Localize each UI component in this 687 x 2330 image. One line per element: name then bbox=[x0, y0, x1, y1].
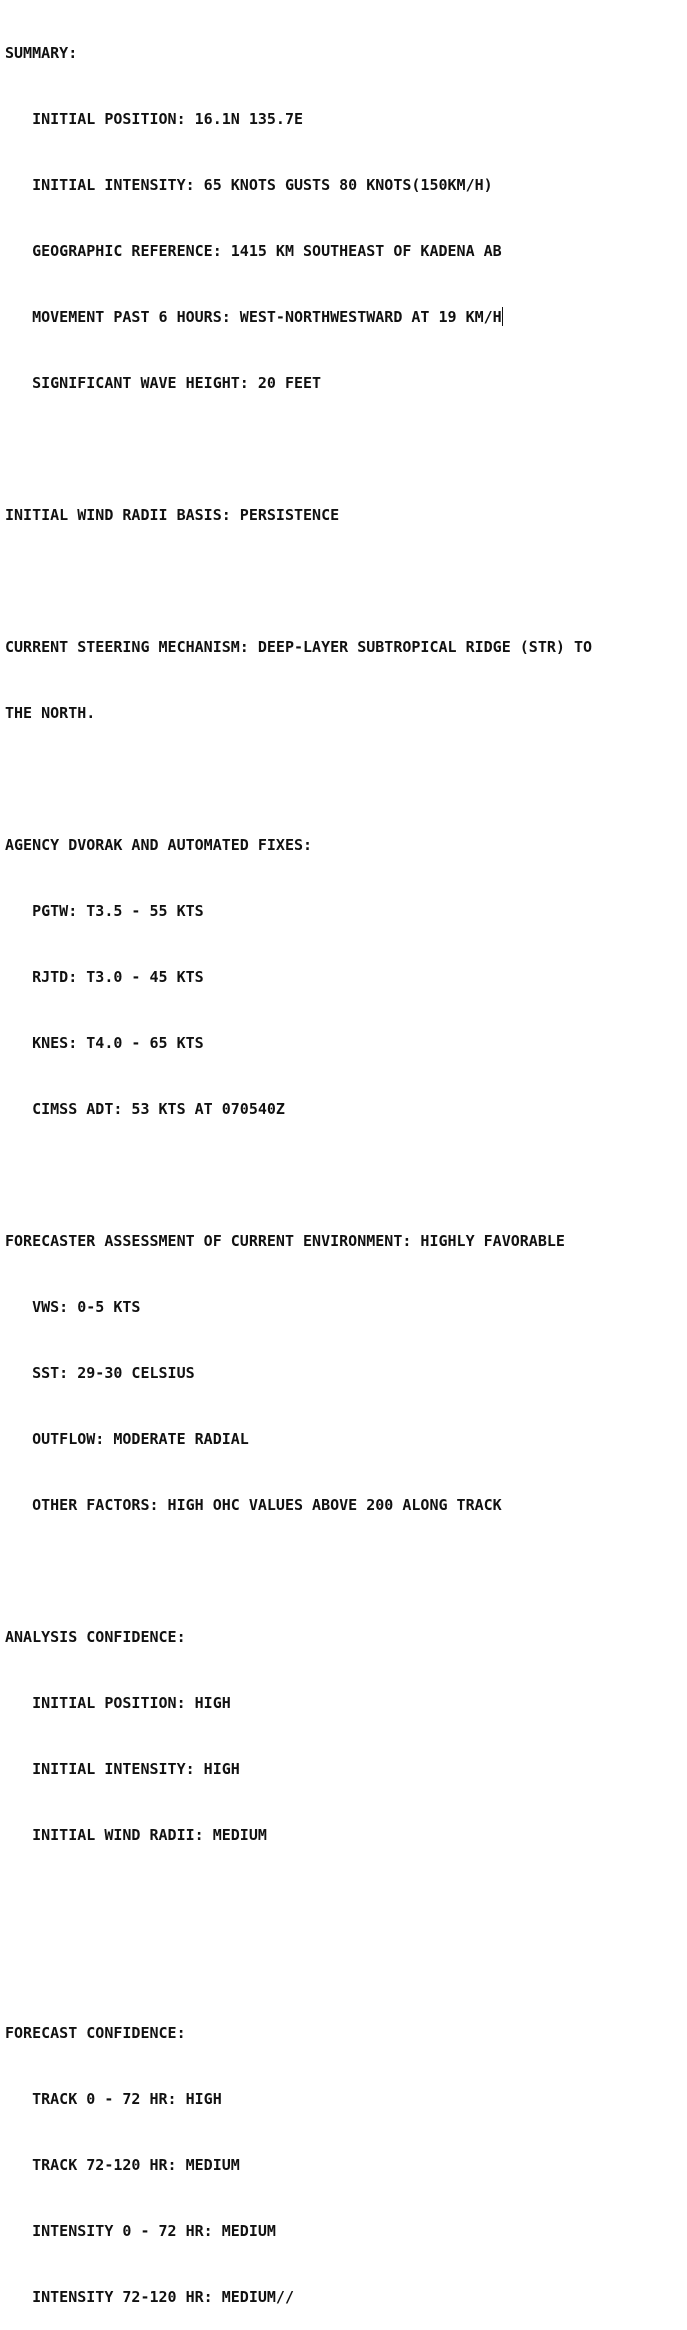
analysis-intensity-line: INITIAL INTENSITY: HIGH bbox=[5, 1760, 240, 1778]
movement-text: MOVEMENT PAST 6 HOURS: WEST-NORTHWESTWARD AT 19 KM/H bbox=[5, 308, 502, 326]
initial-intensity-line: INITIAL INTENSITY: 65 KNOTS GUSTS 80 KNOTS(150KM/H) bbox=[5, 176, 493, 194]
track-long-range-line: TRACK 72-120 HR: MEDIUM bbox=[5, 2156, 240, 2174]
cimss-adt-line: CIMSS ADT: 53 KTS AT 070540Z bbox=[5, 1100, 285, 1118]
geographic-reference-line: GEOGRAPHIC REFERENCE: 1415 KM SOUTHEAST OF KADENA AB bbox=[5, 242, 502, 260]
blank-line bbox=[5, 1164, 685, 1186]
forecast-text-document bbox=[5, 0, 685, 2330]
analysis-wind-radii-line: INITIAL WIND RADII: MEDIUM bbox=[5, 1826, 267, 1844]
knes-fix-line: KNES: T4.0 - 65 KTS bbox=[5, 1034, 204, 1052]
analysis-confidence-heading: ANALYSIS CONFIDENCE: bbox=[5, 1628, 186, 1646]
text-cursor bbox=[502, 307, 503, 326]
blank-line bbox=[5, 1560, 685, 1582]
wind-radii-basis-line: INITIAL WIND RADII BASIS: PERSISTENCE bbox=[5, 506, 340, 524]
forecast-confidence-heading: FORECAST CONFIDENCE: bbox=[5, 2024, 186, 2042]
initial-position-line: INITIAL POSITION: 16.1N 135.7E bbox=[5, 110, 304, 128]
pgtw-fix-line: PGTW: T3.5 - 55 KTS bbox=[5, 902, 204, 920]
intensity-short-range-line: INTENSITY 0 - 72 HR: MEDIUM bbox=[5, 2222, 276, 2240]
outflow-line: OUTFLOW: MODERATE RADIAL bbox=[5, 1430, 249, 1448]
environment-assessment-heading: FORECASTER ASSESSMENT OF CURRENT ENVIRONMENT: HIGHLY FAVORABLE bbox=[5, 1232, 565, 1250]
track-short-range-line: TRACK 0 - 72 HR: HIGH bbox=[5, 2090, 222, 2108]
analysis-position-line: INITIAL POSITION: HIGH bbox=[5, 1694, 231, 1712]
steering-mechanism-line-2: THE NORTH. bbox=[5, 704, 96, 722]
dvorak-fixes-heading: AGENCY DVORAK AND AUTOMATED FIXES: bbox=[5, 836, 313, 854]
vws-line: VWS: 0-5 KTS bbox=[5, 1298, 141, 1316]
blank-line bbox=[5, 570, 685, 592]
blank-line bbox=[5, 768, 685, 790]
sst-line: SST: 29-30 CELSIUS bbox=[5, 1364, 195, 1382]
blank-line bbox=[5, 438, 685, 460]
summary-heading: SUMMARY: bbox=[5, 44, 78, 62]
intensity-long-range-line: INTENSITY 72-120 HR: MEDIUM// bbox=[5, 2288, 294, 2306]
rjtd-fix-line: RJTD: T3.0 - 45 KTS bbox=[5, 968, 204, 986]
steering-mechanism-line: CURRENT STEERING MECHANISM: DEEP-LAYER SUBTROPICAL RIDGE (STR) TO bbox=[5, 638, 592, 656]
blank-line bbox=[5, 1890, 685, 1912]
blank-line bbox=[5, 1956, 685, 1978]
other-factors-line: OTHER FACTORS: HIGH OHC VALUES ABOVE 200 ALONG TRACK bbox=[5, 1496, 502, 1514]
wave-height-line: SIGNIFICANT WAVE HEIGHT: 20 FEET bbox=[5, 374, 322, 392]
movement-line bbox=[5, 306, 685, 328]
